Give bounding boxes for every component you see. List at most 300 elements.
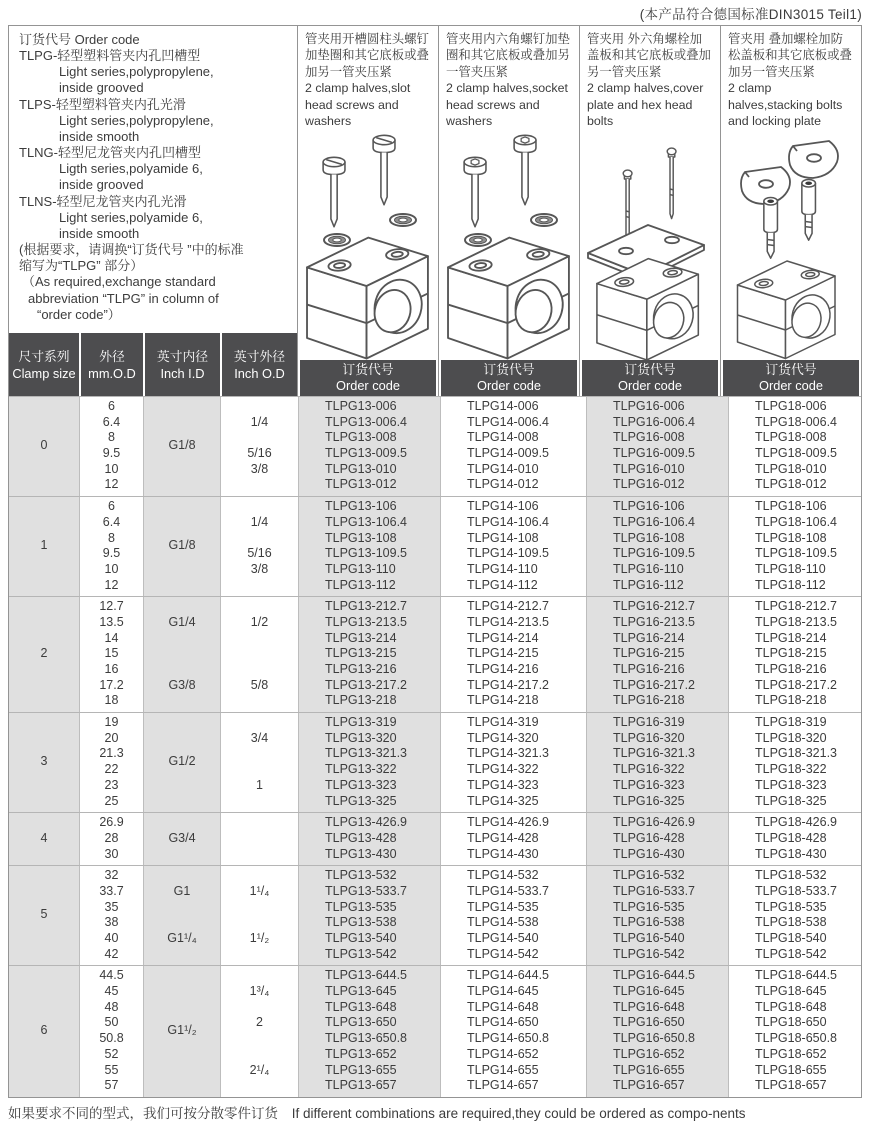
order-code: TLPG18-218 xyxy=(755,693,827,708)
order-code: TLPG16-217.2 xyxy=(613,677,695,692)
value-line xyxy=(221,1047,298,1063)
order-codes-tlpg14 xyxy=(440,497,586,596)
order-code: TLPG14-650.8 xyxy=(467,1031,549,1046)
order-code: TLPG14-533.7 xyxy=(467,883,549,898)
order-code: TLPG18-106.4 xyxy=(755,514,837,529)
product-description-en: 2 clamp halves,socket head screws and washers xyxy=(446,81,568,129)
order-code: TLPG14-428 xyxy=(467,830,539,845)
order-code: TLPG14-106.4 xyxy=(467,514,549,529)
column-header-en: Clamp size xyxy=(12,365,76,381)
od-value: 9.5 xyxy=(102,546,121,561)
order-codes-tlpg16 xyxy=(586,813,728,865)
value-line xyxy=(221,1078,298,1094)
legend-line: TLPS-轻型塑料管夹内孔光滑 xyxy=(19,96,186,112)
order-code: TLPG16-532 xyxy=(613,868,685,883)
value-line: 5/16 xyxy=(247,446,272,461)
order-code: TLPG14-325 xyxy=(467,793,539,808)
order-code: TLPG18-650 xyxy=(755,1015,827,1030)
value-line xyxy=(221,693,298,709)
inch-od-values xyxy=(220,866,298,965)
value-line xyxy=(221,968,298,984)
order-code: TLPG18-214 xyxy=(755,630,827,645)
order-codes-tlpg14 xyxy=(440,866,586,965)
order-code: TLPG18-009.5 xyxy=(755,446,837,461)
value-line xyxy=(221,794,298,810)
legend-line: Light series,polypropylene, xyxy=(59,112,214,128)
inch-id-values: G3/4 xyxy=(143,813,220,865)
footer-note xyxy=(8,1102,862,1122)
order-codes-tlpg16 xyxy=(586,397,728,496)
order-code: TLPG14-644.5 xyxy=(467,968,549,983)
order-code: TLPG13-428 xyxy=(325,830,397,845)
product-description xyxy=(298,26,438,131)
order-code: TLPG16-655 xyxy=(613,1062,685,1077)
main-frame xyxy=(8,25,862,1098)
order-code: TLPG16-012 xyxy=(613,477,685,492)
legend-line: abbreviation “TLPG” in column of xyxy=(28,290,219,306)
od-value: 12 xyxy=(104,577,119,592)
od-value: 18 xyxy=(104,693,119,708)
value-line xyxy=(221,868,298,884)
order-code: TLPG18-108 xyxy=(755,530,827,545)
column-header-cn: 英寸内径 xyxy=(156,348,209,364)
order-code: TLPG13-108 xyxy=(325,530,397,545)
legend-line: (根据要求，请调换“订货代号 ”中的标准 xyxy=(19,242,244,258)
order-code: TLPG16-110 xyxy=(613,561,684,576)
order-code: TLPG18-215 xyxy=(755,646,827,661)
od-value: 13.5 xyxy=(99,614,124,629)
column-header-cn: 英寸外径 xyxy=(233,348,286,364)
order-code: TLPG18-322 xyxy=(755,762,827,777)
od-value: 57 xyxy=(104,1078,119,1093)
column-header-cn: 外径 xyxy=(99,348,125,364)
value-line xyxy=(221,662,298,678)
order-code: TLPG16-009.5 xyxy=(613,446,695,461)
value-line: 1¹/₄ xyxy=(249,883,270,898)
product-description-en: 2 clamp halves,slot head screws and washers xyxy=(305,81,411,129)
value-line: 2 xyxy=(256,1015,263,1030)
inch-id-values: G1¹/₂ xyxy=(143,966,220,1097)
order-code: TLPG18-645 xyxy=(755,984,827,999)
order-code: TLPG13-319 xyxy=(325,715,397,730)
order-code: TLPG14-009.5 xyxy=(467,446,549,461)
size-block-row xyxy=(9,397,861,496)
od-value: 33.7 xyxy=(99,883,124,898)
clamp-size-value: 6 xyxy=(9,966,79,1097)
order-codes-tlpg18 xyxy=(728,866,861,965)
order-code: TLPG18-112 xyxy=(755,577,826,592)
inch-id-values: G1/8 xyxy=(143,397,220,496)
order-code: TLPG13-652 xyxy=(325,1046,397,1061)
order-code: TLPG18-650.8 xyxy=(755,1031,837,1046)
od-values xyxy=(79,966,143,1097)
order-code: TLPG18-321.3 xyxy=(755,746,837,761)
column-header-en: mm.O.D xyxy=(88,365,136,381)
value-line xyxy=(221,477,298,493)
od-values xyxy=(79,866,143,965)
column-header-inch-od xyxy=(220,333,297,396)
od-value: 35 xyxy=(104,899,119,914)
value-line: 1¹/₂ xyxy=(249,931,270,945)
order-code: TLPG13-009.5 xyxy=(325,446,407,461)
od-value: 12 xyxy=(104,477,119,492)
order-code: TLPG14-213.5 xyxy=(467,614,549,629)
socket-head-screws-clamp-illustration xyxy=(439,131,579,360)
inch-od-values xyxy=(220,713,298,812)
order-code: TLPG13-217.2 xyxy=(325,677,407,692)
order-code: TLPG16-109.5 xyxy=(613,546,695,561)
order-code: TLPG14-650 xyxy=(467,1015,539,1030)
size-block-row xyxy=(9,865,861,965)
od-value: 19 xyxy=(104,715,119,730)
order-codes-tlpg14 xyxy=(440,597,586,712)
order-code: TLPG13-213.5 xyxy=(325,614,407,629)
order-code: TLPG14-538 xyxy=(467,915,539,930)
order-code: TLPG16-538 xyxy=(613,915,685,930)
order-code: TLPG16-645 xyxy=(613,984,685,999)
order-code: TLPG13-106.4 xyxy=(325,514,407,529)
order-code: TLPG13-650 xyxy=(325,1015,397,1030)
inch-od-values xyxy=(220,397,298,496)
value-line xyxy=(221,1031,298,1047)
order-code: TLPG18-006 xyxy=(755,399,827,413)
order-code: TLPG18-657 xyxy=(755,1078,827,1093)
clamp-size-value: 0 xyxy=(9,397,79,496)
value-line xyxy=(144,900,220,916)
od-values xyxy=(79,813,143,865)
inch-od-values xyxy=(220,966,298,1097)
product-description-cn: 管夹用内六角螺钉加垫圈和其它底板或叠加另一管夹压紧 xyxy=(446,32,570,79)
order-code: TLPG16-212.7 xyxy=(613,599,695,614)
order-code: TLPG13-542 xyxy=(325,946,397,961)
order-code: TLPG16-533.7 xyxy=(613,883,695,898)
value-line xyxy=(221,646,298,662)
order-code-header-en: Order code xyxy=(335,378,401,393)
order-code: TLPG16-218 xyxy=(613,693,685,708)
order-code: TLPG13-430 xyxy=(325,846,397,861)
product-description-cn: 管夹用 叠加螺栓加防松盖板和其它底板或叠加另一管夹压紧 xyxy=(728,32,852,79)
order-code: TLPG13-214 xyxy=(325,630,397,645)
order-code: TLPG18-106 xyxy=(755,499,827,514)
order-code: TLPG13-325 xyxy=(325,793,397,808)
od-values xyxy=(79,397,143,496)
order-code: TLPG13-540 xyxy=(325,931,397,945)
order-codes-tlpg13 xyxy=(298,866,440,965)
order-code: TLPG16-644.5 xyxy=(613,968,695,983)
od-value: 10 xyxy=(104,561,119,576)
order-code-header-cn: 订货代号 xyxy=(765,362,817,377)
order-code: TLPG16-006 xyxy=(613,399,685,413)
order-code: TLPG16-648 xyxy=(613,999,685,1014)
order-code: TLPG13-532 xyxy=(325,868,397,883)
product-description xyxy=(439,26,579,131)
legend-line: 订货代号 Order code xyxy=(19,32,140,47)
product-column-slot-head xyxy=(297,26,438,396)
order-code: TLPG13-645 xyxy=(325,984,397,999)
order-code: TLPG18-535 xyxy=(755,899,827,914)
order-code: TLPG13-106 xyxy=(325,499,397,514)
order-code: TLPG14-540 xyxy=(467,931,539,945)
value-line xyxy=(221,531,298,547)
legend-line: inside grooved xyxy=(59,80,144,96)
order-code: TLPG18-216 xyxy=(755,662,827,676)
order-codes-tlpg18 xyxy=(728,713,861,812)
order-code: TLPG14-106 xyxy=(467,499,539,514)
order-code: TLPG14-323 xyxy=(467,777,539,792)
value-line xyxy=(144,915,220,931)
od-values xyxy=(79,497,143,596)
od-value: 30 xyxy=(104,846,119,861)
od-values xyxy=(79,597,143,712)
order-code: TLPG16-215 xyxy=(613,646,685,661)
order-code: TLPG13-216 xyxy=(325,662,397,676)
order-code: TLPG13-110 xyxy=(325,561,396,576)
order-code: TLPG16-006.4 xyxy=(613,414,695,429)
product-column-stacking-bolts xyxy=(720,26,861,396)
product-description xyxy=(580,26,720,131)
value-line: 3/8 xyxy=(250,461,269,476)
inch-id-values: G1/8 xyxy=(143,497,220,596)
value-line xyxy=(221,762,298,778)
order-code: TLPG14-542 xyxy=(467,946,539,961)
order-code: TLPG14-010 xyxy=(467,461,539,476)
order-codes-tlpg16 xyxy=(586,597,728,712)
order-codes-tlpg14 xyxy=(440,813,586,865)
order-code-header-en: Order code xyxy=(617,378,683,393)
value-line xyxy=(221,900,298,916)
value-line xyxy=(221,947,298,963)
top-section xyxy=(9,26,861,396)
od-value: 50 xyxy=(104,1015,119,1030)
order-code: TLPG13-321.3 xyxy=(325,746,407,761)
order-code: TLPG16-650 xyxy=(613,1015,685,1030)
value-line: 1/2 xyxy=(250,614,269,629)
size-block-row xyxy=(9,712,861,812)
order-code: TLPG18-428 xyxy=(755,830,827,845)
legend-line: TLPG-轻型塑料管夹内孔凹槽型 xyxy=(19,48,201,64)
order-code: TLPG16-323 xyxy=(613,777,685,792)
od-value: 42 xyxy=(104,946,119,961)
order-code: TLPG18-542 xyxy=(755,946,827,961)
od-value: 45 xyxy=(104,984,119,999)
order-code: TLPG16-428 xyxy=(613,830,685,845)
order-code: TLPG13-648 xyxy=(325,999,397,1014)
column-header-cn: 尺寸系列 xyxy=(18,348,70,364)
order-code: TLPG13-006 xyxy=(325,399,397,413)
order-code: TLPG14-012 xyxy=(467,477,539,492)
order-code: TLPG13-538 xyxy=(325,915,397,930)
order-code: TLPG16-112 xyxy=(613,577,684,592)
value-line xyxy=(144,947,220,963)
od-value: 6.4 xyxy=(102,414,121,429)
order-code-header xyxy=(298,360,438,396)
order-code: TLPG18-323 xyxy=(755,777,827,792)
order-code: TLPG14-535 xyxy=(467,899,539,914)
size-block-row xyxy=(9,496,861,596)
legend-line: Light series,polyamide 6, xyxy=(59,209,203,225)
product-description-cn: 管夹用开槽圆柱头螺钉加垫圈和其它底板或叠加另一管夹压紧 xyxy=(305,32,429,79)
legend-line: inside smooth xyxy=(59,225,140,241)
od-value: 8 xyxy=(108,530,115,545)
order-code: TLPG14-216 xyxy=(467,662,539,676)
order-code: TLPG13-320 xyxy=(325,730,397,745)
order-code: TLPG18-110 xyxy=(755,561,826,576)
order-code: TLPG16-650.8 xyxy=(613,1031,695,1046)
od-value: 22 xyxy=(104,762,119,777)
od-value: 38 xyxy=(104,915,119,930)
value-line xyxy=(221,815,298,831)
order-code: TLPG16-542 xyxy=(613,946,685,961)
order-code: TLPG13-650.8 xyxy=(325,1031,407,1046)
order-code: TLPG13-533.7 xyxy=(325,883,407,898)
legend-line: TLNG-轻型尼龙管夹内孔凹槽型 xyxy=(19,145,202,161)
od-value: 10 xyxy=(104,461,119,476)
inch-id-values xyxy=(143,597,220,712)
legend-line: Light series,polypropylene, xyxy=(59,64,214,80)
od-value: 26.9 xyxy=(99,815,124,830)
value-line xyxy=(144,599,220,615)
order-code: TLPG14-112 xyxy=(467,577,538,592)
order-code: TLPG13-218 xyxy=(325,693,397,708)
order-code: TLPG16-106.4 xyxy=(613,514,695,529)
order-code: TLPG18-006.4 xyxy=(755,414,837,429)
od-value: 17.2 xyxy=(99,677,124,692)
order-code: TLPG14-217.2 xyxy=(467,677,549,692)
product-description-cn: 管夹用 外六角螺栓加盖板和其它底板或叠加另一管夹压紧 xyxy=(587,32,711,79)
order-code: TLPG13-010 xyxy=(325,461,397,476)
column-header-inch-id xyxy=(143,333,220,396)
footer-note-en: If different combinations are required,they could be ordered as compo-nents xyxy=(291,1106,746,1121)
footer-note-cn: 如果要求不同的型式，我们可按分散零件订货 xyxy=(8,1106,278,1121)
order-code: TLPG13-012 xyxy=(325,477,397,492)
od-value: 44.5 xyxy=(99,968,124,983)
order-code: TLPG16-216 xyxy=(613,662,685,676)
order-code: TLPG13-006.4 xyxy=(325,414,407,429)
legend-line: inside smooth xyxy=(59,128,140,144)
order-code-header-cn: 订货代号 xyxy=(342,362,394,377)
value-line xyxy=(221,430,298,446)
value-line xyxy=(221,399,298,415)
inch-od-values xyxy=(220,597,298,712)
od-values xyxy=(79,713,143,812)
order-code: TLPG14-321.3 xyxy=(467,746,549,761)
order-code: TLPG14-109.5 xyxy=(467,546,549,561)
order-codes-tlpg14 xyxy=(440,713,586,812)
legend-line: “order code”） xyxy=(37,306,121,322)
order-code: TLPG14-320 xyxy=(467,730,539,745)
value-line xyxy=(144,646,220,662)
order-code: TLPG14-322 xyxy=(467,762,539,777)
value-line xyxy=(144,693,220,709)
od-value: 52 xyxy=(104,1046,119,1061)
product-description-en: 2 clamp halves,stacking bolts and locking plate xyxy=(728,81,843,129)
size-block-row xyxy=(9,596,861,712)
od-value: 6 xyxy=(108,499,115,514)
order-code-header xyxy=(580,360,720,396)
din-standard-note: (本产品符合德国标准DIN3015 Teil1) xyxy=(639,7,862,22)
inch-od-values xyxy=(220,497,298,596)
stacking-bolts-locking-plate-clamp-illustration xyxy=(721,131,861,360)
order-code: TLPG13-535 xyxy=(325,899,397,914)
value-line: 3/4 xyxy=(250,730,269,745)
inch-id-values: G1/2 xyxy=(143,713,220,812)
order-code: TLPG14-215 xyxy=(467,646,539,661)
clamp-size-value: 3 xyxy=(9,713,79,812)
value-line: G3/8 xyxy=(168,677,196,692)
order-codes-tlpg13 xyxy=(298,966,440,1097)
value-line xyxy=(221,1000,298,1016)
order-codes-tlpg13 xyxy=(298,713,440,812)
order-code: TLPG18-213.5 xyxy=(755,614,837,629)
order-code: TLPG13-212.7 xyxy=(325,599,407,614)
od-value: 12.7 xyxy=(99,599,124,614)
order-code: TLPG18-538 xyxy=(755,915,827,930)
order-code: TLPG16-214 xyxy=(613,630,685,645)
order-code: TLPG14-108 xyxy=(467,530,539,545)
order-code: TLPG16-008 xyxy=(613,430,685,445)
order-code-header-en: Order code xyxy=(758,378,824,393)
order-code-legend xyxy=(9,26,297,333)
inch-id-values xyxy=(143,866,220,965)
od-value: 20 xyxy=(104,730,119,745)
value-line xyxy=(221,499,298,515)
od-value: 6.4 xyxy=(102,514,121,529)
order-code: TLPG18-430 xyxy=(755,846,827,861)
od-value: 48 xyxy=(104,999,119,1014)
value-line: 3/8 xyxy=(250,561,269,576)
size-block-row xyxy=(9,812,861,865)
order-code: TLPG13-215 xyxy=(325,646,397,661)
order-codes-tlpg13 xyxy=(298,397,440,496)
order-codes-tlpg16 xyxy=(586,713,728,812)
order-code: TLPG14-648 xyxy=(467,999,539,1014)
value-line: 2¹/₄ xyxy=(249,1062,270,1077)
value-line: 1/4 xyxy=(250,414,269,429)
legend-line: inside grooved xyxy=(59,177,144,193)
order-code: TLPG13-644.5 xyxy=(325,968,407,983)
product-column-socket-head xyxy=(438,26,579,396)
order-code-header-cn: 订货代号 xyxy=(483,362,535,377)
order-code: TLPG13-112 xyxy=(325,577,396,592)
order-codes-tlpg16 xyxy=(586,866,728,965)
column-header-en: Inch I.D xyxy=(160,365,205,381)
value-line: 1/4 xyxy=(250,514,269,529)
order-code: TLPG16-108 xyxy=(613,530,685,545)
order-code-header xyxy=(721,360,861,396)
od-value: 15 xyxy=(104,646,119,661)
order-code: TLPG16-322 xyxy=(613,762,685,777)
order-codes-tlpg14 xyxy=(440,966,586,1097)
order-code: TLPG16-657 xyxy=(613,1078,685,1093)
order-code-header-cn: 订货代号 xyxy=(624,362,676,377)
od-value: 9.5 xyxy=(102,446,121,461)
value-line xyxy=(144,631,220,647)
value-line xyxy=(144,662,220,678)
order-code: TLPG14-430 xyxy=(467,846,539,861)
order-code: TLPG14-652 xyxy=(467,1046,539,1061)
order-code: TLPG13-323 xyxy=(325,777,397,792)
order-code: TLPG14-319 xyxy=(467,715,539,730)
order-code: TLPG14-110 xyxy=(467,561,538,576)
column-header-en: Inch O.D xyxy=(234,365,285,381)
order-code: TLPG18-319 xyxy=(755,715,827,730)
value-line xyxy=(221,599,298,615)
column-header-clamp-size xyxy=(9,333,79,396)
order-codes-tlpg18 xyxy=(728,397,861,496)
clamp-size-value: 1 xyxy=(9,497,79,596)
legend-line: TLNS-轻型尼龙管夹内孔光滑 xyxy=(19,193,187,209)
order-codes-tlpg18 xyxy=(728,966,861,1097)
